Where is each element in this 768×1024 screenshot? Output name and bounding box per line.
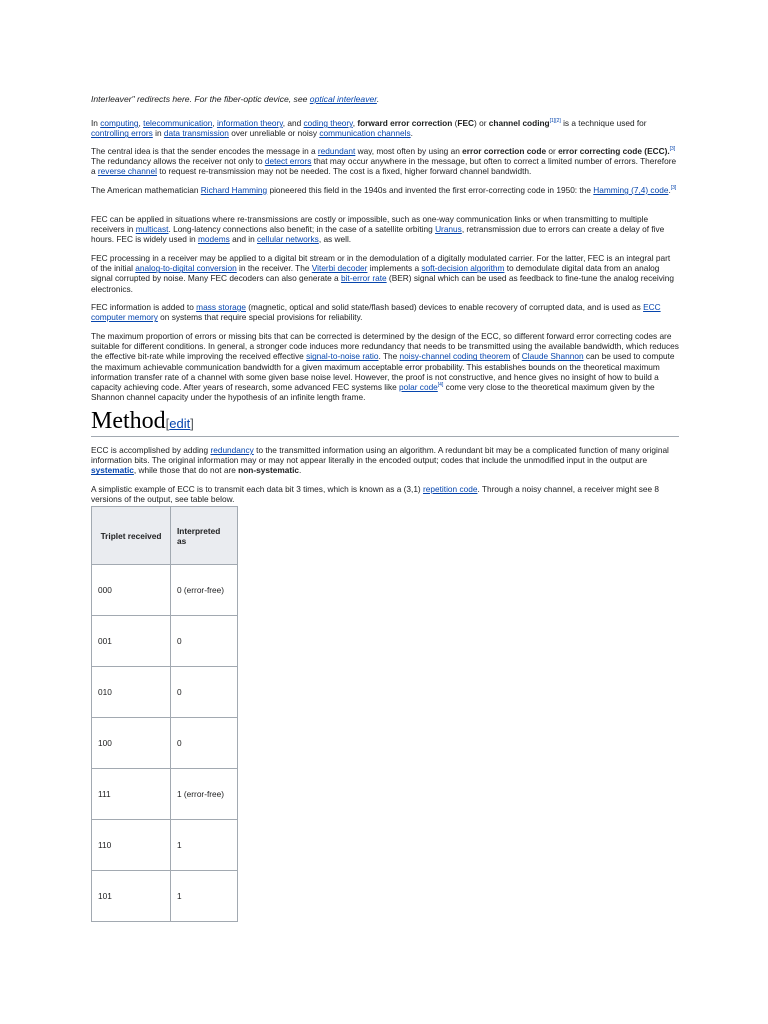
cell-triplet: 101 — [92, 871, 171, 922]
cell-triplet: 010 — [92, 667, 171, 718]
repetition-code-table — [91, 506, 238, 922]
intro-paragraph-4: FEC can be applied in situations where re-transmissions are costly or impossible, such as one-way communication links or when transmitting to multiple receivers in multicast. Long-latency connections also benefit; in the case of a satellite orbiting Uranus, retransmission due to errors can create a delay of five hours. FEC is widely used in modems and in cellular networks, as well. — [91, 214, 665, 245]
link-information-theory[interactable]: information theory — [216, 118, 283, 128]
cell-interpreted: 1 (error-free) — [171, 769, 238, 820]
link-analog-to-digital-conversion[interactable]: analog-to-digital conversion — [135, 263, 237, 274]
table-row — [92, 871, 238, 922]
intro-paragraph-2: The central idea is that the sender encodes the message in a redundant way, most often by using an error correction code or error correcting code (ECC).[3] The redundancy allows the receiver not only to detect errors that may occur anywhere in the message, but often to correct a limited number of errors. Therefore a reverse channel to request re-transmission may not be needed. The cost is a fixed, higher forward channel bandwidth. — [91, 146, 677, 177]
link-richard-hamming[interactable]: Richard Hamming — [200, 185, 268, 195]
edit-link[interactable]: edit — [169, 416, 191, 431]
column-header-interpreted: Interpreted as — [171, 507, 238, 565]
table-row — [92, 616, 238, 667]
link-modems[interactable]: modems — [197, 234, 230, 245]
link-redundant[interactable]: redundant — [317, 146, 356, 156]
cell-triplet: 110 — [92, 820, 171, 871]
link-mass-storage[interactable]: mass storage — [196, 302, 246, 312]
intro-paragraph-6: FEC information is added to mass storage (magnetic, optical and solid state/flash based) devices to enable recovery of corrupted data, and is used as ECC computer memory on systems that require special provisions for reliability. — [91, 302, 661, 323]
link-optical-interleaver[interactable]: optical interleaver — [309, 94, 377, 104]
table-row — [92, 820, 238, 871]
table-row — [92, 667, 238, 718]
link-signal-to-noise-ratio[interactable]: signal-to-noise ratio — [306, 351, 379, 362]
link-detect-errors[interactable]: detect errors — [264, 156, 312, 167]
cell-triplet: 001 — [92, 616, 171, 667]
cell-interpreted: 0 — [171, 667, 238, 718]
link-redundancy[interactable]: redundancy — [210, 445, 254, 455]
link-repetition-code[interactable]: repetition code — [423, 484, 478, 494]
intro-paragraph-5: FEC processing in a receiver may be applied to a digital bit stream or in the demodulation of a digitally modulated carrier. For the latter, FEC is an integral part of the initial analog-to-digital conversion in the receiver. The Viterbi decoder implements a soft-decision algorithm to demodulate digital data from an analog signal corrupted by noise. Many FEC decoders can also generate a bit-error rate (BER) signal which can be used as feedback to fine-tune the analog receiving electronics. — [91, 253, 674, 294]
cell-triplet: 100 — [92, 718, 171, 769]
table-row — [92, 769, 238, 820]
citation-4[interactable]: [4] — [437, 382, 444, 389]
cell-interpreted: 0 (error-free) — [171, 565, 238, 616]
edit-section: [edit] — [165, 416, 194, 431]
citation-1-2[interactable]: [1][2] — [549, 118, 561, 125]
link-communication-channels[interactable]: communication channels — [319, 128, 411, 139]
table-row — [92, 718, 238, 769]
link-systematic[interactable]: systematic — [91, 465, 134, 476]
table-row — [92, 565, 238, 616]
cell-interpreted: 0 — [171, 616, 238, 667]
cell-interpreted: 1 — [171, 820, 238, 871]
link-telecommunication[interactable]: telecommunication — [143, 118, 213, 128]
method-heading-title: Method — [91, 408, 166, 434]
method-paragraph-2: A simplistic example of ECC is to transmit each data bit 3 times, which is known as a (3,1) repetition code. Through a noisy channel, a receiver might see 8 versions of the output, see table below. — [91, 484, 660, 505]
cell-interpreted: 1 — [171, 871, 238, 922]
link-reverse-channel[interactable]: reverse channel — [97, 166, 157, 177]
link-cellular-networks[interactable]: cellular networks — [257, 234, 319, 245]
intro-paragraph-3: The American mathematician Richard Hamming pioneered this field in the 1940s and invented the first error-correcting code in 1950: the Hamming (7,4) code.[3] — [91, 185, 677, 195]
column-header-triplet: Triplet received — [92, 507, 171, 565]
link-soft-decision-algorithm[interactable]: soft-decision algorithm — [421, 263, 505, 274]
intro-paragraph-1: In computing, telecommunication, information theory, and coding theory, forward error correction (FEC) or channel coding[1][2] is a technique used for controlling errors in data transmission over unreliable or noisy communication channels. — [91, 118, 647, 139]
cell-triplet: 000 — [92, 565, 171, 616]
method-heading — [91, 406, 679, 437]
citation-3[interactable]: [3] — [669, 146, 676, 153]
link-claude-shannon[interactable]: Claude Shannon — [521, 351, 584, 362]
link-hamming-7-4-code[interactable]: Hamming (7,4) code — [593, 185, 669, 195]
citation-3b[interactable]: [3] — [670, 185, 677, 192]
cell-triplet: 111 — [92, 769, 171, 820]
cell-interpreted: 0 — [171, 718, 238, 769]
link-bit-error-rate[interactable]: bit-error rate — [340, 273, 387, 284]
link-computer-memory[interactable]: computer memory — [91, 312, 158, 323]
intro-paragraph-7: The maximum proportion of errors or missing bits that can be corrected is determined by the design of the ECC, so different forward error correcting codes are suitable for different conditions. In general, a stronger code induces more redundancy that needs to be transmitted using the available bandwidth, which reduces the effective bit-rate while improving the received effective signal-to-noise ratio. The noisy-channel coding theorem of Claude Shannon can be used to compute the maximum achievable communication bandwidth for a given maximum acceptable error probability. This establishes bounds on the theoretical maximum information transfer rate of a channel with some given base noise level. However, the proof is not constructive, and hence gives no insight of how to build a capacity achieving code. After years of research, some advanced FEC systems like polar code[4] come very close to the theoretical maximum given by the Shannon channel capacity under the hypothesis of an infinite length frame. — [91, 331, 679, 403]
link-ecc[interactable]: ECC — [643, 302, 661, 312]
table-header-row — [92, 507, 238, 565]
hatnote: Interleaver" redirects here. For the fiber-optic device, see optical interleaver. — [91, 94, 380, 104]
link-controlling-errors[interactable]: controlling errors — [91, 128, 153, 139]
link-viterbi-decoder[interactable]: Viterbi decoder — [311, 263, 368, 274]
link-multicast[interactable]: multicast — [135, 224, 169, 235]
link-noisy-channel-coding-theorem[interactable]: noisy-channel coding theorem — [399, 351, 511, 362]
link-data-transmission[interactable]: data transmission — [163, 128, 229, 139]
link-coding-theory[interactable]: coding theory — [303, 118, 353, 128]
link-polar-code[interactable]: polar code — [399, 382, 438, 393]
link-computing[interactable]: computing — [100, 118, 139, 128]
link-uranus[interactable]: Uranus — [435, 224, 462, 235]
method-paragraph-1: ECC is accomplished by adding redundancy to the transmitted information using an algorithm. A redundant bit may be a complicated function of many original information bits. The original information may or may not appear literally in the encoded output; codes that include the unmodified input in the output are systematic, while those that do not are non-systematic. — [91, 445, 669, 476]
